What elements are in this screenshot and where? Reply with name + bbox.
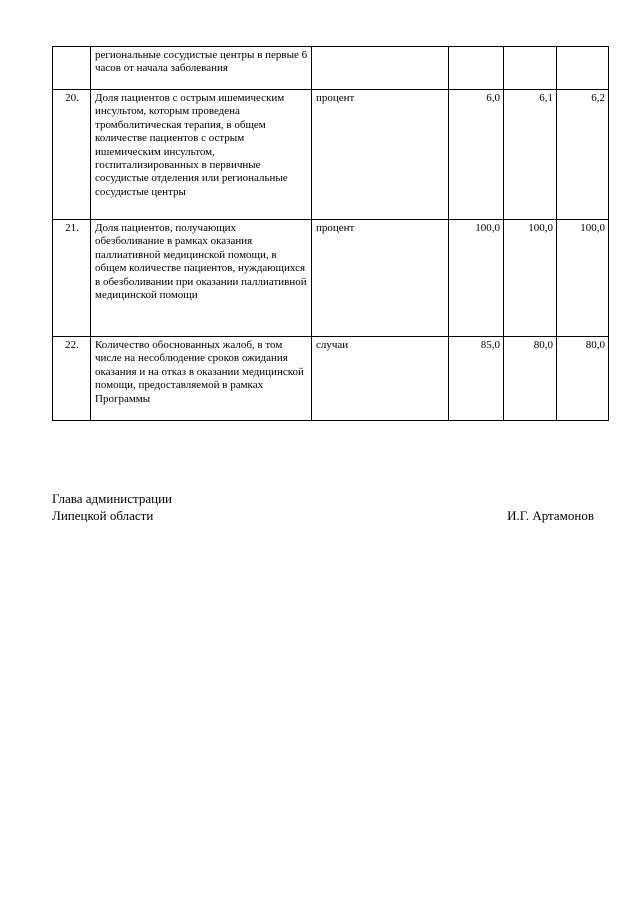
signatory-position bbox=[52, 490, 172, 524]
unit-cell: процент bbox=[312, 220, 449, 337]
unit-cell: процент bbox=[312, 90, 449, 220]
value-cell-1: 85,0 bbox=[449, 337, 504, 421]
table-row bbox=[53, 220, 609, 337]
indicator-text: Доля пациентов, получающих обезболивание в рамках оказания паллиативной медицинской помощи, в общем количестве пациентов, нуждающихся в обезболивании при оказании паллиативной медицинской помощи bbox=[91, 220, 312, 337]
unit-cell bbox=[312, 47, 449, 90]
value-cell-2: 100,0 bbox=[504, 220, 557, 337]
value-cell-1: 6,0 bbox=[449, 90, 504, 220]
value-cell-3: 6,2 bbox=[557, 90, 609, 220]
row-number bbox=[53, 47, 91, 90]
position-line-2: Липецкой области bbox=[52, 508, 154, 523]
indicator-text: региональные сосудистые центры в первые 6 часов от начала заболевания bbox=[91, 47, 312, 90]
row-number: 20. bbox=[53, 90, 91, 220]
value-cell-3: 80,0 bbox=[557, 337, 609, 421]
indicators-table bbox=[52, 46, 609, 421]
signatory-name: И.Г. Артамонов bbox=[507, 508, 594, 523]
row-number: 22. bbox=[53, 337, 91, 421]
value-cell-2: 6,1 bbox=[504, 90, 557, 220]
table-row bbox=[53, 337, 609, 421]
position-line-1: Глава администрации bbox=[52, 491, 173, 506]
indicator-text: Количество обоснованных жалоб, в том числе на несоблюдение сроков ожидания оказания и на отказ в оказании медицинской помощи, предоставляемой в рамках Программы bbox=[91, 337, 312, 421]
value-cell-2: 80,0 bbox=[504, 337, 557, 421]
row-number: 21. bbox=[53, 220, 91, 337]
table-row bbox=[53, 90, 609, 220]
value-cell-3: 100,0 bbox=[557, 220, 609, 337]
value-cell-1: 100,0 bbox=[449, 220, 504, 337]
value-cell-2 bbox=[504, 47, 557, 90]
value-cell-1 bbox=[449, 47, 504, 90]
table-row bbox=[53, 47, 609, 90]
indicator-text: Доля пациентов с острым ишемическим инсультом, которым проведена тромболитическая терапия, в общем количестве пациентов с острым ишемическим инсультом, госпитализированных в первичные сосудистые отделения или региональные сосудистые центры bbox=[91, 90, 312, 220]
value-cell-3 bbox=[557, 47, 609, 90]
unit-cell: случаи bbox=[312, 337, 449, 421]
